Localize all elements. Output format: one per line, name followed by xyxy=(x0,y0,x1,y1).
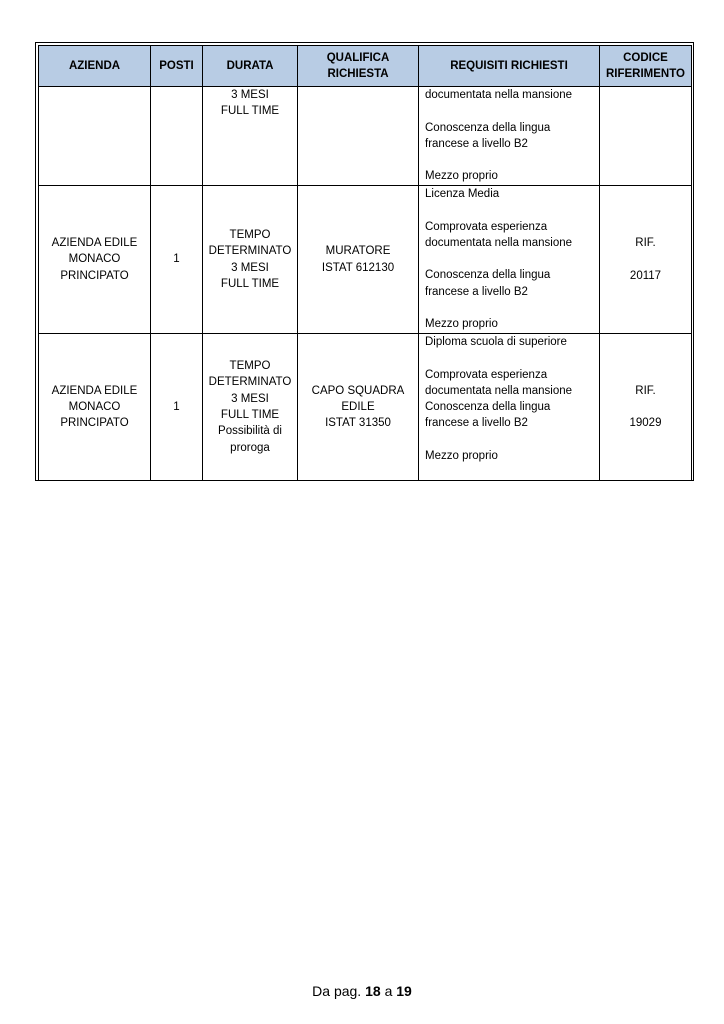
cell-codice: RIF. 20117 xyxy=(600,186,692,334)
footer-prefix: Da pag. xyxy=(312,983,362,999)
table-row xyxy=(39,334,692,481)
cell-posti: 1 xyxy=(151,186,203,334)
header-durata: DURATA xyxy=(203,46,298,87)
page-footer xyxy=(0,983,724,999)
cell-codice xyxy=(600,87,692,186)
cell-posti: 1 xyxy=(151,334,203,481)
cell-azienda: AZIENDA EDILE MONACO PRINCIPATO xyxy=(39,186,151,334)
cell-durata: TEMPO DETERMINATO 3 MESI FULL TIME Possibilità di proroga xyxy=(203,334,298,481)
header-requisiti: REQUISITI RICHIESTI xyxy=(419,46,600,87)
header-posti: POSTI xyxy=(151,46,203,87)
cell-qualifica xyxy=(298,87,419,186)
cell-azienda xyxy=(39,87,151,186)
cell-posti xyxy=(151,87,203,186)
cell-requisiti: Diploma scuola di superiore Comprovata esperienza documentata nella mansione Conoscenza della lingua francese a livello B2 Mezzo proprio xyxy=(419,334,600,481)
table-header-row xyxy=(39,46,692,87)
footer-total-pages: 19 xyxy=(396,983,412,999)
cell-requisiti: Licenza Media Comprovata esperienza documentata nella mansione Conoscenza della lingua francese a livello B2 Mezzo proprio xyxy=(419,186,600,334)
cell-qualifica: CAPO SQUADRA EDILE ISTAT 31350 xyxy=(298,334,419,481)
header-azienda: AZIENDA xyxy=(39,46,151,87)
table-row xyxy=(39,87,692,186)
table-frame xyxy=(35,42,694,481)
header-qualifica: QUALIFICA RICHIESTA xyxy=(298,46,419,87)
cell-durata: TEMPO DETERMINATO 3 MESI FULL TIME xyxy=(203,186,298,334)
job-offers-table xyxy=(38,45,692,481)
cell-azienda: AZIENDA EDILE MONACO PRINCIPATO xyxy=(39,334,151,481)
footer-current-page: 18 xyxy=(365,983,381,999)
table-row xyxy=(39,186,692,334)
cell-codice: RIF. 19029 xyxy=(600,334,692,481)
header-codice: CODICE RIFERIMENTO xyxy=(600,46,692,87)
cell-durata: 3 MESI FULL TIME xyxy=(203,87,298,186)
footer-separator: a xyxy=(384,983,393,999)
cell-requisiti: documentata nella mansione Conoscenza della lingua francese a livello B2 Mezzo proprio xyxy=(419,87,600,186)
cell-qualifica: MURATORE ISTAT 612130 xyxy=(298,186,419,334)
